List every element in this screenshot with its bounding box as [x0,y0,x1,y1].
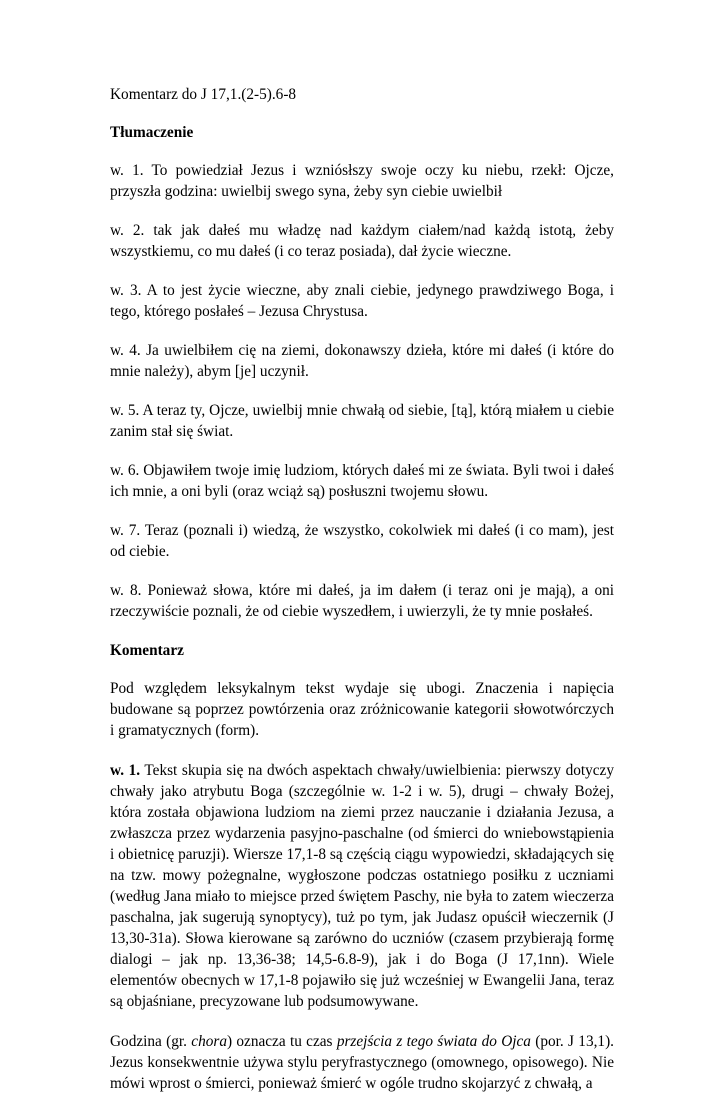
commentary-intro: Pod względem leksykalnym tekst wydaje się ubogi. Znaczenia i napięcia budowane są poprzez powtórzenia oraz zróżnicowanie kategorii słowotwórczych i gramatycznych (form). [110,680,614,739]
verse-8: w. 8. Ponieważ słowa, które mi dałeś, ja im dałem (i teraz oni je mają), a oni rzeczywiście poznali, że od ciebie wyszedłem, i uwierzyli, że ty mnie posłałeś. [110,582,614,620]
verse-6: w. 6. Objawiłem twoje imię ludziom, których dałeś mi ze świata. Byli twoi i dałeś ich mnie, a oni byli (oraz wciąż są) posłuszni twojemu słowu. [110,462,614,500]
verse-1: w. 1. To powiedział Jezus i wzniósłszy swoje oczy ku niebu, rzekł: Ojcze, przyszła godzina: uwielbij swego syna, żeby syn ciebie uwielbił [110,162,614,200]
verse-5: w. 5. A teraz ty, Ojcze, uwielbij mnie chwałą od siebie, [tą], którą miałem u ciebie zanim stał się świat. [110,402,614,440]
document-body [110,84,614,1113]
godzina-text-3: (por. J 13,1). Jezus konsekwentnie używa stylu peryfrastycznego (omownego, opisowego). Nie mówi wprost o śmierci, ponieważ śmierć w ogóle trudno skojarzyć z chwałą, a [110,1033,614,1092]
verse-3: w. 3. A to jest życie wieczne, aby znali ciebie, jedynego prawdziwego Boga, i tego, którego posłałeś – Jezusa Chrystusa. [110,282,614,320]
section-heading-commentary: Komentarz [110,642,184,659]
section-heading-translation: Tłumaczenie [110,124,194,141]
verse-4: w. 4. Ja uwielbiłem cię na ziemi, dokonawszy dzieła, które mi dałeś (i które do mnie należy), abym [je] uczynił. [110,342,614,380]
greek-term: chora [191,1033,227,1050]
verse-7: w. 7. Teraz (poznali i) wiedzą, że wszystko, cokolwiek mi dałeś (i co mam), jest od ciebie. [110,522,614,560]
verse-label: w. 1. [110,762,141,779]
document-title: Komentarz do J 17,1.(2-5).6-8 [110,86,297,103]
verse-2: w. 2. tak jak dałeś mu władzę nad każdym ciałem/nad każdą istotą, żeby wszystkiemu, co mu dałeś (i co teraz posiada), dał życie wieczne. [110,222,614,260]
commentary-verse-1-text: Tekst skupia się na dwóch aspektach chwały/uwielbienia: pierwszy dotyczy chwały jako atrybutu Boga (szczególnie w. 1-2 i w. 5), drugi – chwały Bożej, która została objawiona ludziom na ziemi przez nauczanie i działania Jezusa, a zwłaszcza przez wydarzenia pasyjno-paschalne (od śmierci do wniebowstąpienia i obietnicę paruzji). Wiersze 17,1-8 są częścią ciągu wypowiedzi, składających się na tzw. mowy pożegnalne, wygłoszone podczas ostatniego posiłku z uczniami (według Jana miało to miejsce przed świętem Paschy, nie była to zatem wieczerza paschalna, jak sugerują synoptycy), tuż po tym, jak Judasz opuścił wieczernik (J 13,30-31a). Słowa kierowane są zarówno do uczniów (czasem przybierają formę dialogi – jak np. 13,36-38; 14,5-6.8-9), jak i do Boga (J 17,1nn). Wiele elementów obecnych w 17,1-8 pojawiło się już wcześniej w Ewangelii Jana, teraz są objaśniane, precyzowane lub podsumowywane. [110,762,614,1010]
commentary-godzina [110,1031,614,1094]
godzina-text-2: ) oznacza tu czas [226,1033,337,1050]
godzina-text-1: Godzina (gr. [110,1033,192,1050]
commentary-verse-1 [110,760,614,1012]
italic-phrase: przejścia z tego świata do Ojca [336,1033,531,1050]
